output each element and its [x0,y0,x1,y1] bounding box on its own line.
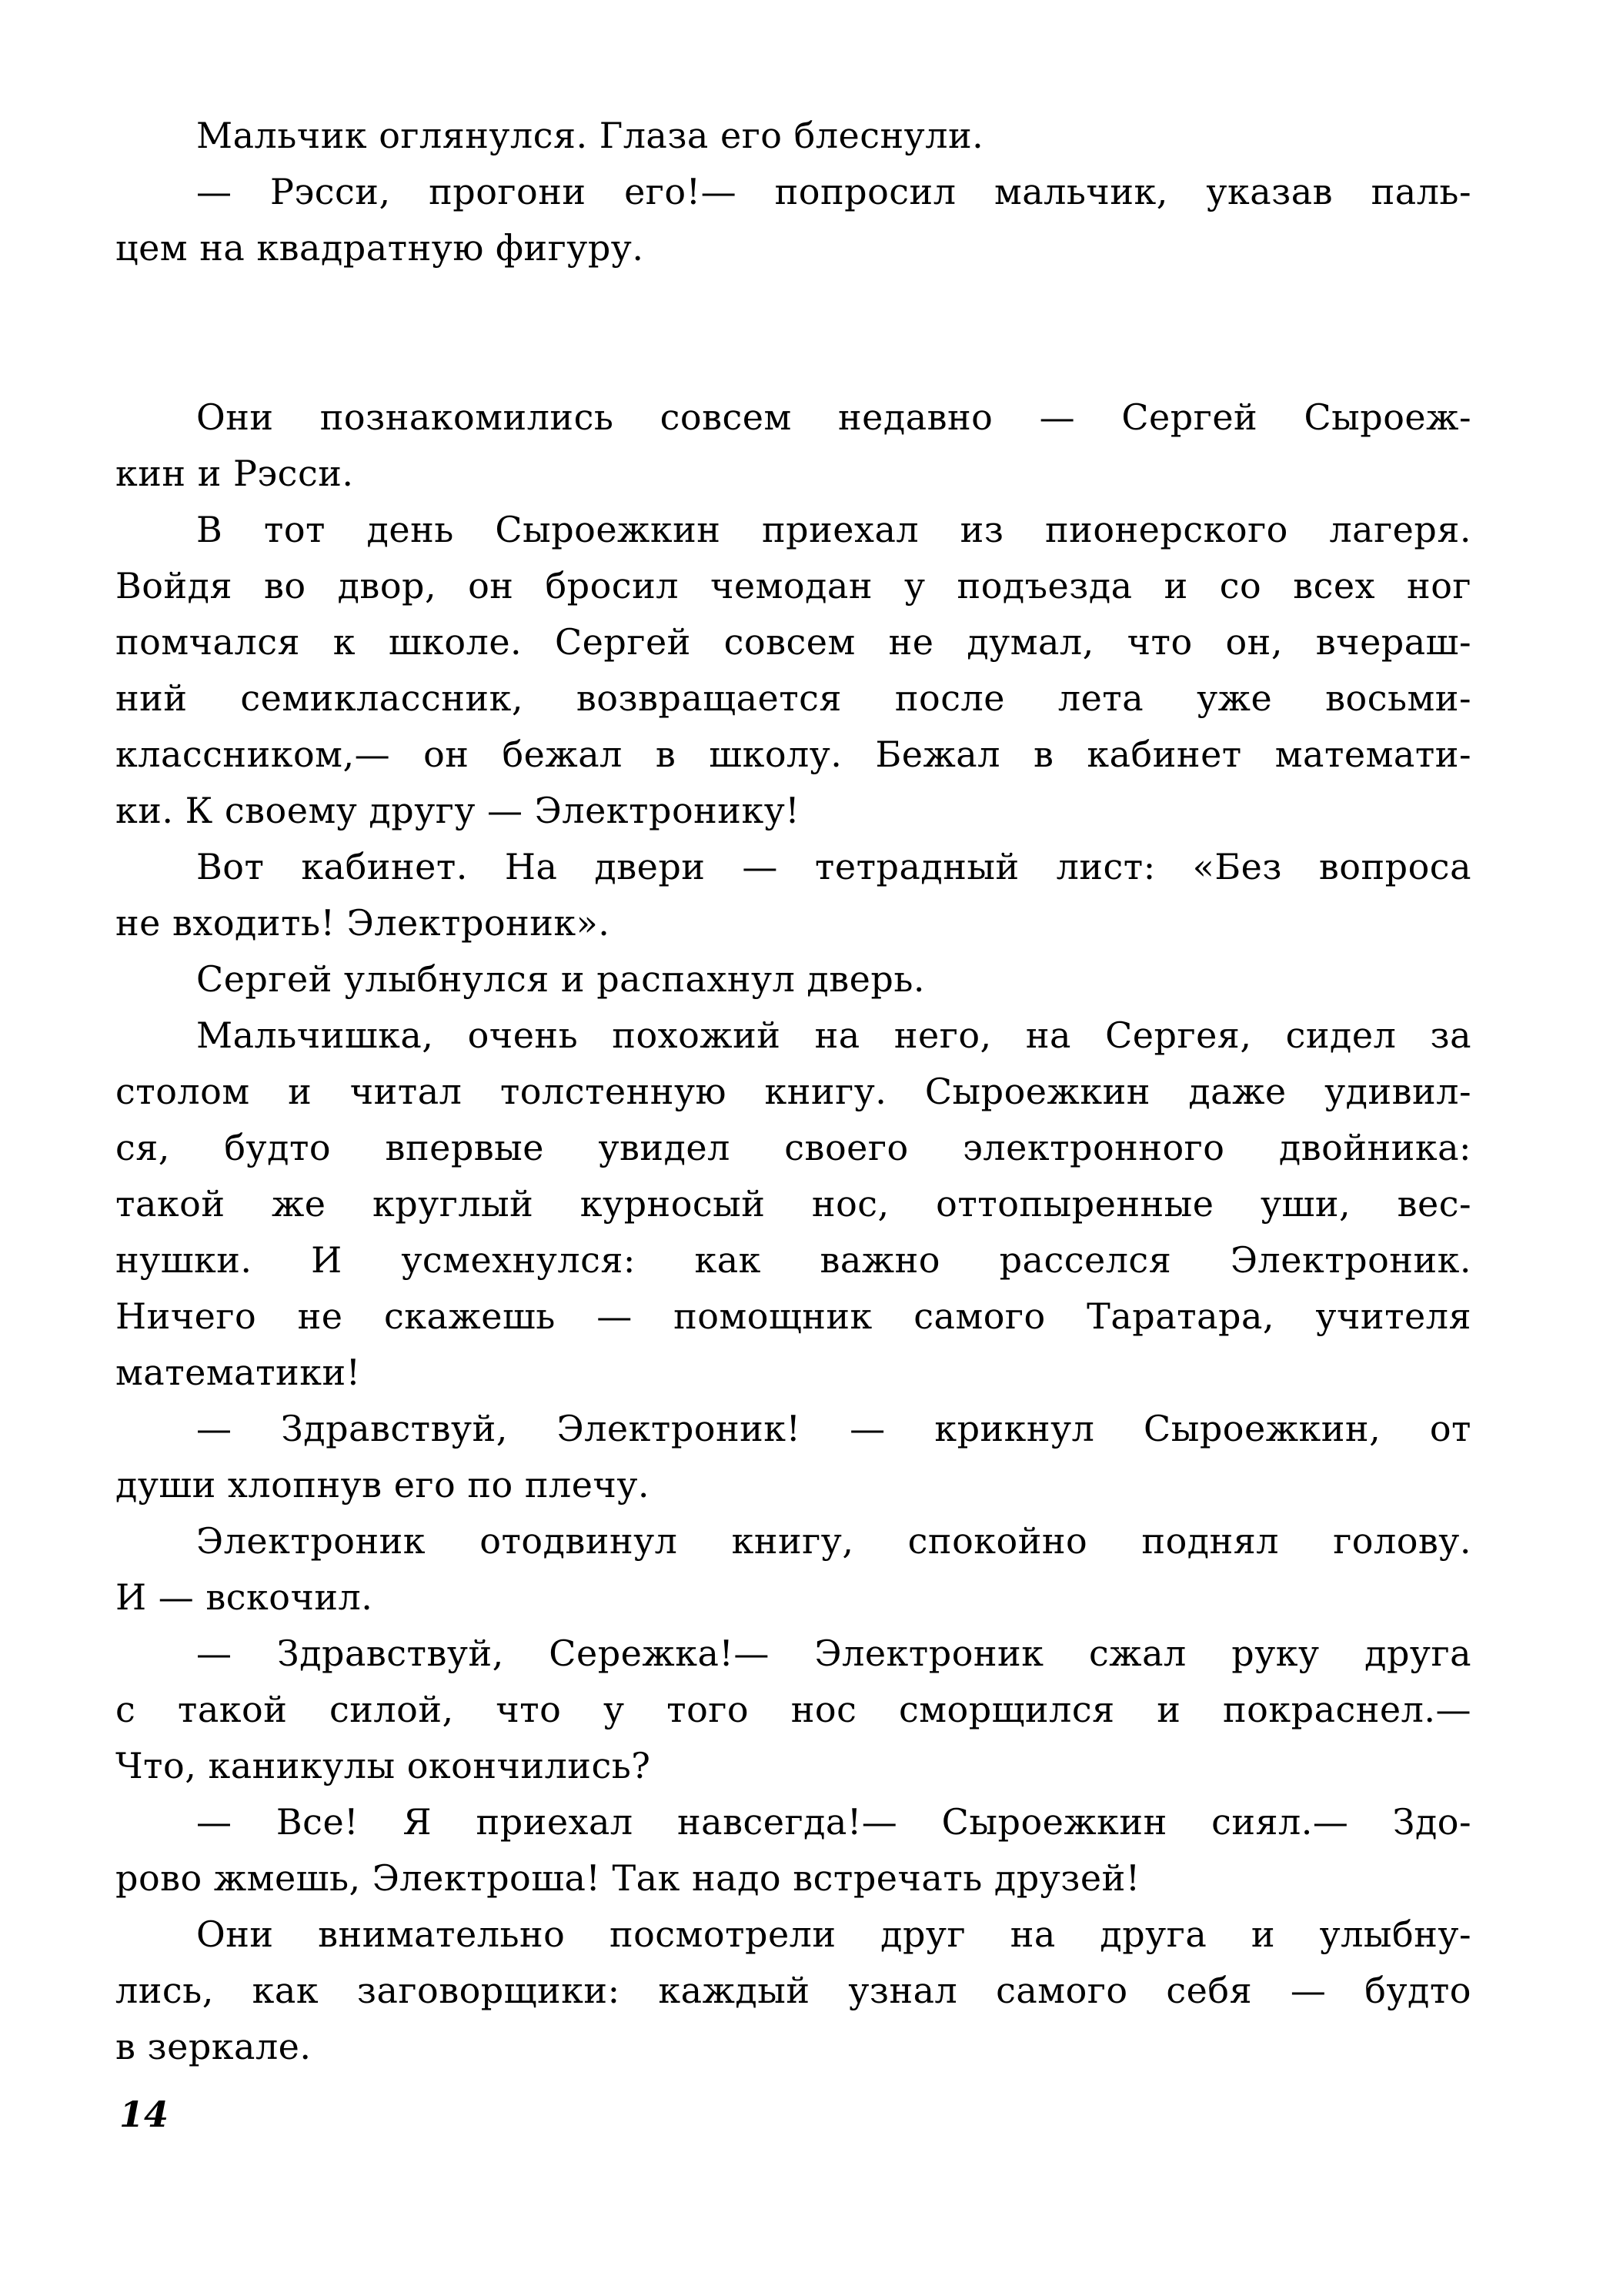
text-line: Войдя во двор, он бросил чемодан у подъезда и со всех ног [115,565,1471,607]
paragraph [115,108,1471,164]
text-line: лись, как заговорщики: каждый узнал самого себя — будто [115,1970,1471,2011]
paragraph [115,1907,1471,2075]
text-line: Ничего не скажешь — помощник самого Таратара, учителя [115,1295,1471,1337]
text-line: нушки. И усмехнулся: как важно расселся Электроник. [115,1239,1471,1281]
text-section-2 [115,389,1471,2075]
paragraph [115,1008,1471,1401]
text-line: Что, каникулы окончились? [115,1745,651,1786]
text-line: И — вскочил. [115,1576,373,1618]
text-line: Мальчишка, очень похожий на него, на Сергея, сидел за [196,1014,1471,1056]
text-line: ки. К своему другу — Электронику! [115,790,800,831]
text-line: столом и читал толстенную книгу. Сыроежкин даже удивил- [115,1071,1471,1112]
text-line: не входить! Электроник». [115,902,610,944]
text-line: цем на квадратную фигуру. [115,227,644,269]
paragraph [115,951,1471,1008]
paragraph [115,1794,1471,1907]
text-line: Они внимательно посмотрели друг на друга и улыбну- [196,1913,1471,1955]
text-line: — Все! Я приехал навсегда!— Сыроежкин сиял.— Здо- [196,1801,1471,1843]
text-line: В тот день Сыроежкин приехал из пионерского лагеря. [196,509,1471,550]
paragraph [115,1513,1471,1626]
text-line: Вот кабинет. На двери — тетрадный лист: «Без вопроса [196,846,1471,887]
paragraph [115,839,1471,951]
text-line: математики! [115,1352,361,1393]
text-line: ся, будто впервые увидел своего электронного двойника: [115,1127,1471,1168]
paragraph [115,389,1471,502]
text-line: Сергей улыбнулся и распахнул дверь. [196,958,925,1000]
text-section-1 [115,108,1471,276]
text-line: с такой силой, что у того нос сморщился и покраснел.— [115,1689,1471,1730]
text-line: кин и Рэсси. [115,453,354,494]
text-line: — Рэсси, прогони его!— попросил мальчик, указав паль- [196,171,1471,212]
text-line: помчался к школе. Сергей совсем не думал, что он, вчераш- [115,621,1471,663]
text-line: души хлопнув его по плечу. [115,1464,650,1506]
text-line: такой же круглый курносый нос, оттопыренные уши, вес- [115,1183,1471,1225]
text-line: Электроник отодвинул книгу, спокойно поднял голову. [196,1520,1471,1562]
page-number: 14 [119,2094,169,2135]
paragraph [115,164,1471,276]
text-line: ний семиклассник, возвращается после лета уже восьми- [115,677,1471,719]
text-line: рово жмешь, Электроша! Так надо встречать друзей! [115,1857,1140,1899]
paragraph [115,502,1471,839]
text-line: Они познакомились совсем недавно — Сергей Сыроеж- [196,396,1471,438]
paragraph [115,1401,1471,1513]
paragraph [115,1626,1471,1794]
text-line: в зеркале. [115,2026,312,2067]
text-line: — Здравствуй, Электроник! — крикнул Сыроежкин, от [196,1408,1471,1449]
text-line: классником,— он бежал в школу. Бежал в кабинет математи- [115,734,1471,775]
text-line: — Здравствуй, Сережка!— Электроник сжал руку друга [196,1633,1471,1674]
text-line: Мальчик оглянулся. Глаза его блеснули. [196,115,984,156]
